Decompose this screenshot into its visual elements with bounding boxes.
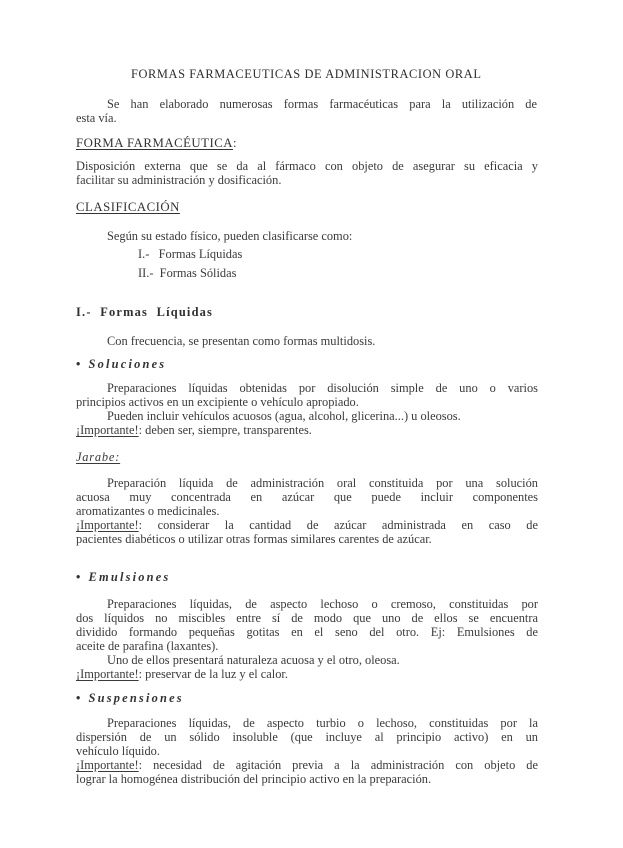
jarabe-heading: Jarabe: [76, 450, 121, 464]
soluciones-important [76, 423, 312, 437]
jarabe-line-3: aromatizantes o medicinales. [76, 504, 220, 518]
soluciones-line-2: principios activos en un excipiente o vehículo apropiado. [76, 395, 359, 409]
bullet-icon: • [76, 357, 83, 371]
forma-line-2: facilitar su administración y dosificación. [76, 173, 282, 187]
clasificacion-heading: CLASIFICACIÓN [76, 200, 180, 214]
important-label: ¡Importante! [76, 667, 139, 681]
important-label: ¡Importante! [76, 518, 139, 532]
soluciones-heading [76, 357, 166, 371]
bullet-icon: • [76, 691, 83, 705]
important-text: : necesidad de agitación previa a la administración con objeto de [138, 758, 538, 772]
forma-heading-text: FORMA FARMACÉUTICA [76, 136, 234, 150]
important-text: : considerar la cantidad de azúcar administrada en caso de [138, 518, 538, 532]
forma-heading [76, 136, 237, 150]
intro-line-1: Se han elaborado numerosas formas farmacéuticas para la utilización de [107, 97, 537, 111]
soluciones-line-3: Pueden incluir vehículos acuosos (agua, alcohol, glicerina...) u oleosos. [107, 409, 461, 423]
important-text: : deben ser, siempre, transparentes. [138, 423, 312, 437]
soluciones-heading-text: Soluciones [88, 357, 167, 371]
suspensiones-line-1: Preparaciones líquidas, de aspecto turbio o lechoso, constituidas por la [107, 716, 538, 730]
important-label: ¡Importante! [76, 423, 139, 437]
suspensiones-important-2: lograr la homogénea distribución del principio activo en la preparación. [76, 772, 432, 786]
clasificacion-intro: Según su estado físico, pueden clasificarse como: [107, 229, 353, 243]
suspensiones-line-3: vehículo líquido. [76, 744, 160, 758]
liquidas-heading: I.- Formas Líquidas [76, 305, 214, 319]
soluciones-line-1: Preparaciones líquidas obtenidas por disolución simple de uno o varios [107, 381, 538, 395]
emulsiones-line-4: aceite de parafina (laxantes). [76, 639, 219, 653]
forma-heading-colon: : [233, 136, 238, 150]
clasificacion-item-1: I.- Formas Líquidas [138, 247, 243, 261]
jarabe-important-1 [76, 518, 538, 532]
jarabe-line-1: Preparación líquida de administración oral constituida por una solución [107, 476, 538, 490]
bullet-icon: • [76, 570, 83, 584]
suspensiones-heading [76, 691, 184, 705]
page-title: FORMAS FARMACEUTICAS DE ADMINISTRACION ORAL [131, 67, 482, 81]
emulsiones-heading [76, 570, 170, 584]
important-label: ¡Importante! [76, 758, 139, 772]
jarabe-line-2: acuosa muy concentrada en azúcar que puede incluir componentes [76, 490, 538, 504]
emulsiones-line-2: dos líquidos no miscibles entre sí de modo que uno de ellos se encuentra [76, 611, 538, 625]
emulsiones-heading-text: Emulsiones [88, 570, 171, 584]
suspensiones-important-1 [76, 758, 538, 772]
jarabe-important-2: pacientes diabéticos o utilizar otras formas similares carentes de azúcar. [76, 532, 432, 546]
suspensiones-heading-text: Suspensiones [88, 691, 184, 705]
clasificacion-item-2: II.- Formas Sólidas [138, 266, 237, 280]
emulsiones-line-5: Uno de ellos presentará naturaleza acuosa y el otro, oleosa. [107, 653, 400, 667]
important-text: : preservar de la luz y el calor. [138, 667, 288, 681]
intro-line-2: esta vía. [76, 111, 117, 125]
emulsiones-line-1: Preparaciones líquidas, de aspecto lechoso o cremoso, constituidas por [107, 597, 538, 611]
emulsiones-line-3: dividido formando pequeñas gotitas en el seno del otro. Ej: Emulsiones de [76, 625, 538, 639]
emulsiones-important [76, 667, 288, 681]
suspensiones-line-2: dispersión de un sólido insoluble (que incluye al principio activo) en un [76, 730, 538, 744]
liquidas-intro: Con frecuencia, se presentan como formas multidosis. [107, 334, 376, 348]
forma-line-1: Disposición externa que se da al fármaco con objeto de asegurar su eficacia y [76, 159, 538, 173]
